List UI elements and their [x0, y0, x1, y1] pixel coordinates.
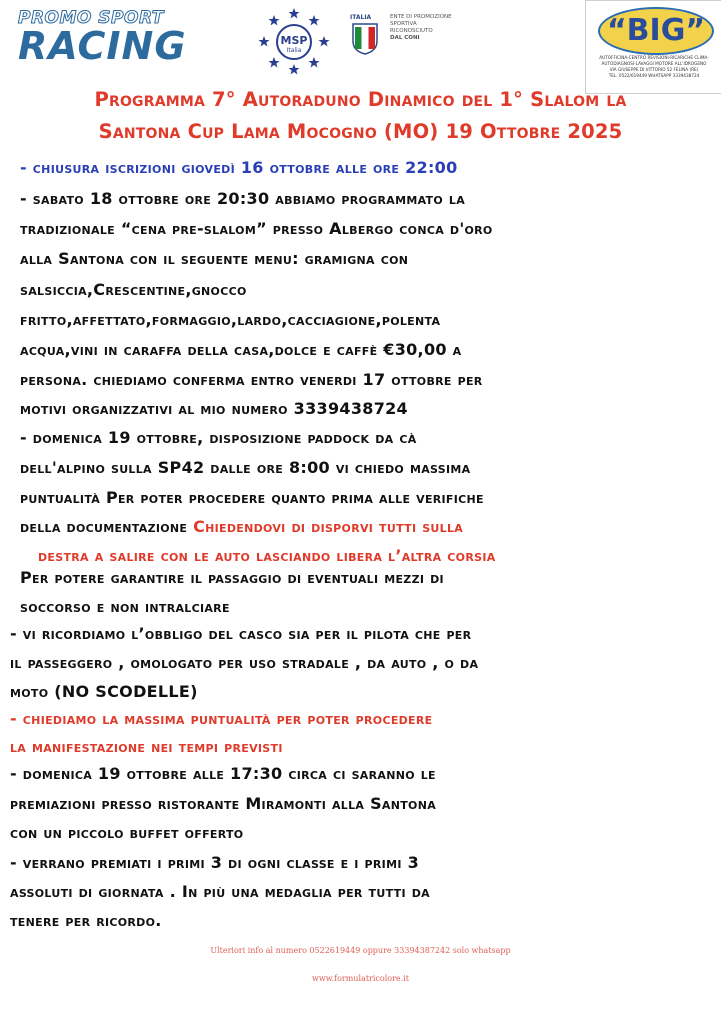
coni-logo	[350, 14, 470, 74]
italia-label: ITALIA	[350, 14, 372, 21]
body-line: - verrano premiati i primi 3 di ogni classe e i primi 3	[10, 853, 420, 872]
footer-info: Ulteriori info al numero 0522619449 oppure 33394387242 solo whatsapp	[210, 946, 511, 955]
msp-sub-label: Italia	[286, 47, 302, 54]
body-line: moto (NO SCODELLE)	[10, 682, 198, 701]
big-sponsor-logo	[585, 0, 721, 94]
msp-italia-logo	[258, 6, 330, 78]
promo-sport-racing-logo	[18, 8, 188, 78]
body-line-red: - chiediamo la massima puntualità per poter procedere	[10, 709, 433, 728]
body-line: salsiccia,Crescentine,gnocco	[20, 280, 247, 299]
title-line-1: Programma 7° Autoraduno Dinamico del 1° Slalom la	[94, 88, 627, 111]
body-line: persona. chiediamo conferma entro venerdi 17 ottobre per	[20, 370, 483, 389]
request-text-red: Chiedendovi di disporvi tutti sulla	[193, 517, 464, 536]
body-line: con un piccolo buffet offerto	[10, 823, 244, 842]
body-line: puntualità Per poter procedere quanto prima alle verifiche	[20, 488, 484, 507]
body-line: alla Santona con il seguente menu: gramigna con	[20, 249, 409, 268]
body-line: dell'alpino sulla SP42 dalle ore 8:00 vi chiedo massima	[20, 458, 471, 477]
title-line-2: Santona Cup Lama Mocogno (MO) 19 Ottobre 2025	[98, 120, 623, 143]
registration-closing-line: - chiusura iscrizioni giovedì 16 ottobre alle ore 22:00	[20, 158, 458, 177]
body-line: tenere per ricordo.	[10, 911, 162, 930]
body-line: assoluti di giornata . In più una medaglia per tutti da	[10, 882, 430, 901]
body-line: - domenica 19 ottobre, disposizione paddock da cà	[20, 428, 417, 447]
body-line: acqua,vini in caraffa della casa,dolce e caffè €30,00 a	[20, 340, 462, 359]
big-label: “BIG”	[606, 13, 706, 48]
documentation-text: della documentazione	[20, 517, 188, 536]
italy-shield-icon	[352, 23, 378, 55]
body-line: il passeggero , omologato per uso stradale , da auto , o da	[10, 653, 479, 672]
body-line-red: destra a salire con le auto lasciando libera l’altra corsia	[38, 546, 496, 565]
body-line: premiazioni presso ristorante Miramonti alla Santona	[10, 794, 437, 813]
body-line: - domenica 19 ottobre alle 17:30 circa ci saranno le	[10, 764, 436, 783]
racing-text: RACING	[18, 24, 187, 68]
body-line: tradizionale “cena pre-slalom” presso Albergo conca d'oro	[20, 219, 493, 238]
body-line: - vi ricordiamo l’obbligo del casco sia per il pilota che per	[10, 624, 472, 643]
footer-website-link[interactable]: www.formulatricolore.it	[312, 974, 409, 983]
promo-sport-text: PROMO SPORT	[18, 8, 164, 28]
body-line: motivi organizzativi al mio numero 3339438724	[20, 399, 408, 418]
body-line: Per potere garantire il passaggio di eventuali mezzi di	[20, 568, 444, 587]
body-line	[20, 517, 463, 536]
body-line: fritto,affettato,formaggio,lardo,cacciagione,polenta	[20, 310, 441, 329]
body-line: soccorso e non intralciare	[20, 597, 230, 616]
body-line: - sabato 18 ottobre ore 20:30 abbiamo programmato la	[20, 189, 466, 208]
body-line-red: la manifestazione nei tempi previsti	[10, 737, 283, 756]
msp-label: MSP	[280, 34, 308, 47]
coni-text: ENTE DI PROMOZIONE SPORTIVA RICONOSCIUTO DAL CONI	[390, 14, 452, 41]
big-oval	[598, 7, 714, 55]
big-sponsor-details: AUTOFFICINA-CENTRO REVISIONI-RICARICHE CLIMA- AUTODIAGNOSI-LAVAGGI MOTORE ALL'IDROGENO VIA GIUSEPPE DI VITTORIO 52 FELINA (RE) TEL. 0522/619449 WHATSAPP 3339438724	[599, 55, 709, 78]
